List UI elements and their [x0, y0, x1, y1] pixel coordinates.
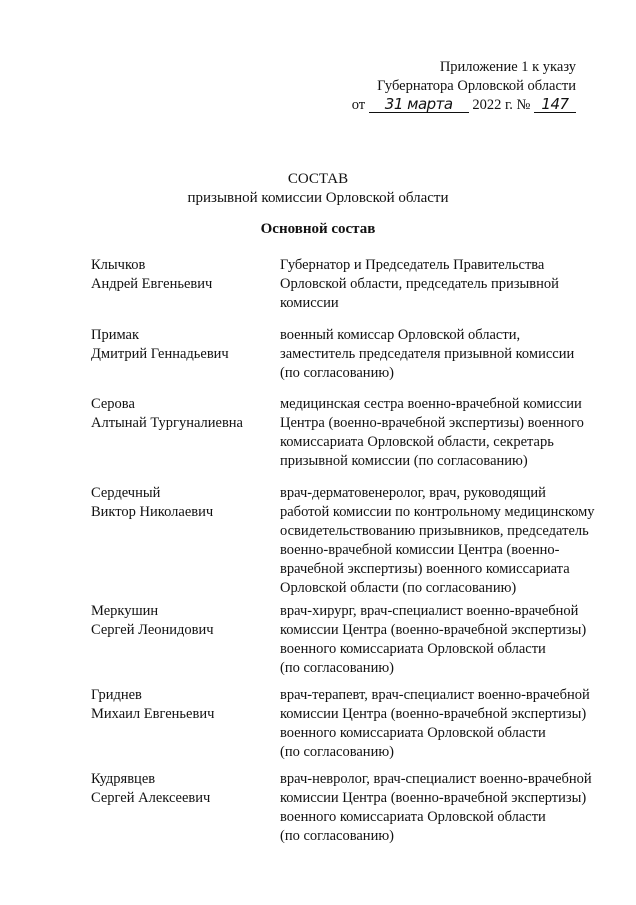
member-name [91, 686, 276, 724]
appendix-line-1: Приложение 1 к указу [439, 59, 576, 75]
member-role-line: призывной комиссии (по согласованию) [280, 453, 528, 469]
member-role-line: Орловской области, председатель призывной [280, 276, 559, 292]
member-role-line: заместитель председателя призывной комиссии [280, 346, 575, 362]
member-role [280, 326, 610, 383]
title-line-1: СОСТАВ [287, 171, 349, 187]
member-role-line: (по согласованию) [280, 365, 394, 381]
document-title [0, 170, 636, 208]
section-heading: Основной состав [260, 221, 376, 237]
member-role [280, 484, 610, 598]
member-role-line: комиссии Центра (военно-врачебной экспертизы) [280, 622, 587, 638]
member-role-line: врач-терапевт, врач-специалист военно-врачебной [280, 687, 590, 703]
member-role-line: (по согласованию) [280, 744, 394, 760]
member-role [280, 770, 610, 846]
member-given: Алтынай Тургуналиевна [91, 415, 243, 431]
member-role [280, 602, 610, 678]
member-given: Андрей Евгеньевич [91, 276, 213, 292]
member-surname: Кудрявцев [91, 771, 156, 787]
appendix-line-2: Губернатора Орловской области [377, 78, 576, 94]
member-role-line: медицинская сестра военно-врачебной комиссии [280, 396, 582, 412]
member-surname: Меркушин [91, 603, 159, 619]
member-given: Михаил Евгеньевич [91, 706, 215, 722]
member-role-line: комиссии Центра (военно-врачебной экспертизы) [280, 706, 587, 722]
member-surname: Сердечный [91, 485, 161, 501]
member-role-line: военно-врачебной комиссии Центра (военно- [280, 542, 560, 558]
member-role-line: (по согласованию) [280, 660, 394, 676]
member-name [91, 256, 276, 294]
member-role-line: врач-хирург, врач-специалист военно-врачебной [280, 603, 579, 619]
member-surname: Гриднев [91, 687, 142, 703]
member-given: Дмитрий Геннадьевич [91, 346, 229, 362]
title-line-2: призывной комиссии Орловской области [187, 190, 449, 206]
member-name [91, 326, 276, 364]
appendix-number-prefix: № [516, 97, 531, 113]
member-role-line: освидетельствованию призывников, председатель [280, 523, 589, 539]
member-surname: Серова [91, 396, 135, 412]
member-role-line: военного комиссариата Орловской области [280, 809, 546, 825]
member-role [280, 395, 610, 471]
member-surname: Клычков [91, 257, 146, 273]
member-role-line: Орловской области (по согласованию) [280, 580, 517, 596]
member-role-line: комиссии [280, 295, 339, 311]
member-name [91, 602, 276, 640]
member-role [280, 686, 610, 762]
member-given: Сергей Леонидович [91, 622, 214, 638]
member-role [280, 256, 610, 313]
member-name [91, 395, 276, 433]
member-role-line: Центра (военно-врачебной экспертизы) военного [280, 415, 584, 431]
member-role-line: работой комиссии по контрольному медицинскому [280, 504, 595, 520]
member-role-line: комиссии Центра (военно-врачебной экспертизы) [280, 790, 587, 806]
member-name [91, 770, 276, 808]
member-role-line: военного комиссариата Орловской области [280, 725, 546, 741]
appendix-block [352, 58, 576, 115]
appendix-date-line [352, 96, 576, 115]
member-role-line: врачебной экспертизы) военного комиссариата [280, 561, 570, 577]
appendix-from-prefix: от [351, 97, 366, 113]
member-role-line: военный комиссар Орловской области, [280, 327, 521, 343]
member-given: Сергей Алексеевич [91, 790, 211, 806]
member-given: Виктор Николаевич [91, 504, 214, 520]
appendix-year: 2022 г. [472, 97, 513, 113]
member-role-line: военного комиссариата Орловской области [280, 641, 546, 657]
member-role-line: врач-невролог, врач-специалист военно-врачебной [280, 771, 592, 787]
member-role-line: комиссариата Орловской области, секретарь [280, 434, 554, 450]
member-name [91, 484, 276, 522]
handwritten-date: 31 марта [369, 96, 469, 113]
member-surname: Примак [91, 327, 140, 343]
member-role-line: врач-дерматовенеролог, врач, руководящий [280, 485, 546, 501]
member-role-line: Губернатор и Председатель Правительства [280, 257, 545, 273]
member-role-line: (по согласованию) [280, 828, 394, 844]
handwritten-number: 147 [534, 96, 576, 113]
